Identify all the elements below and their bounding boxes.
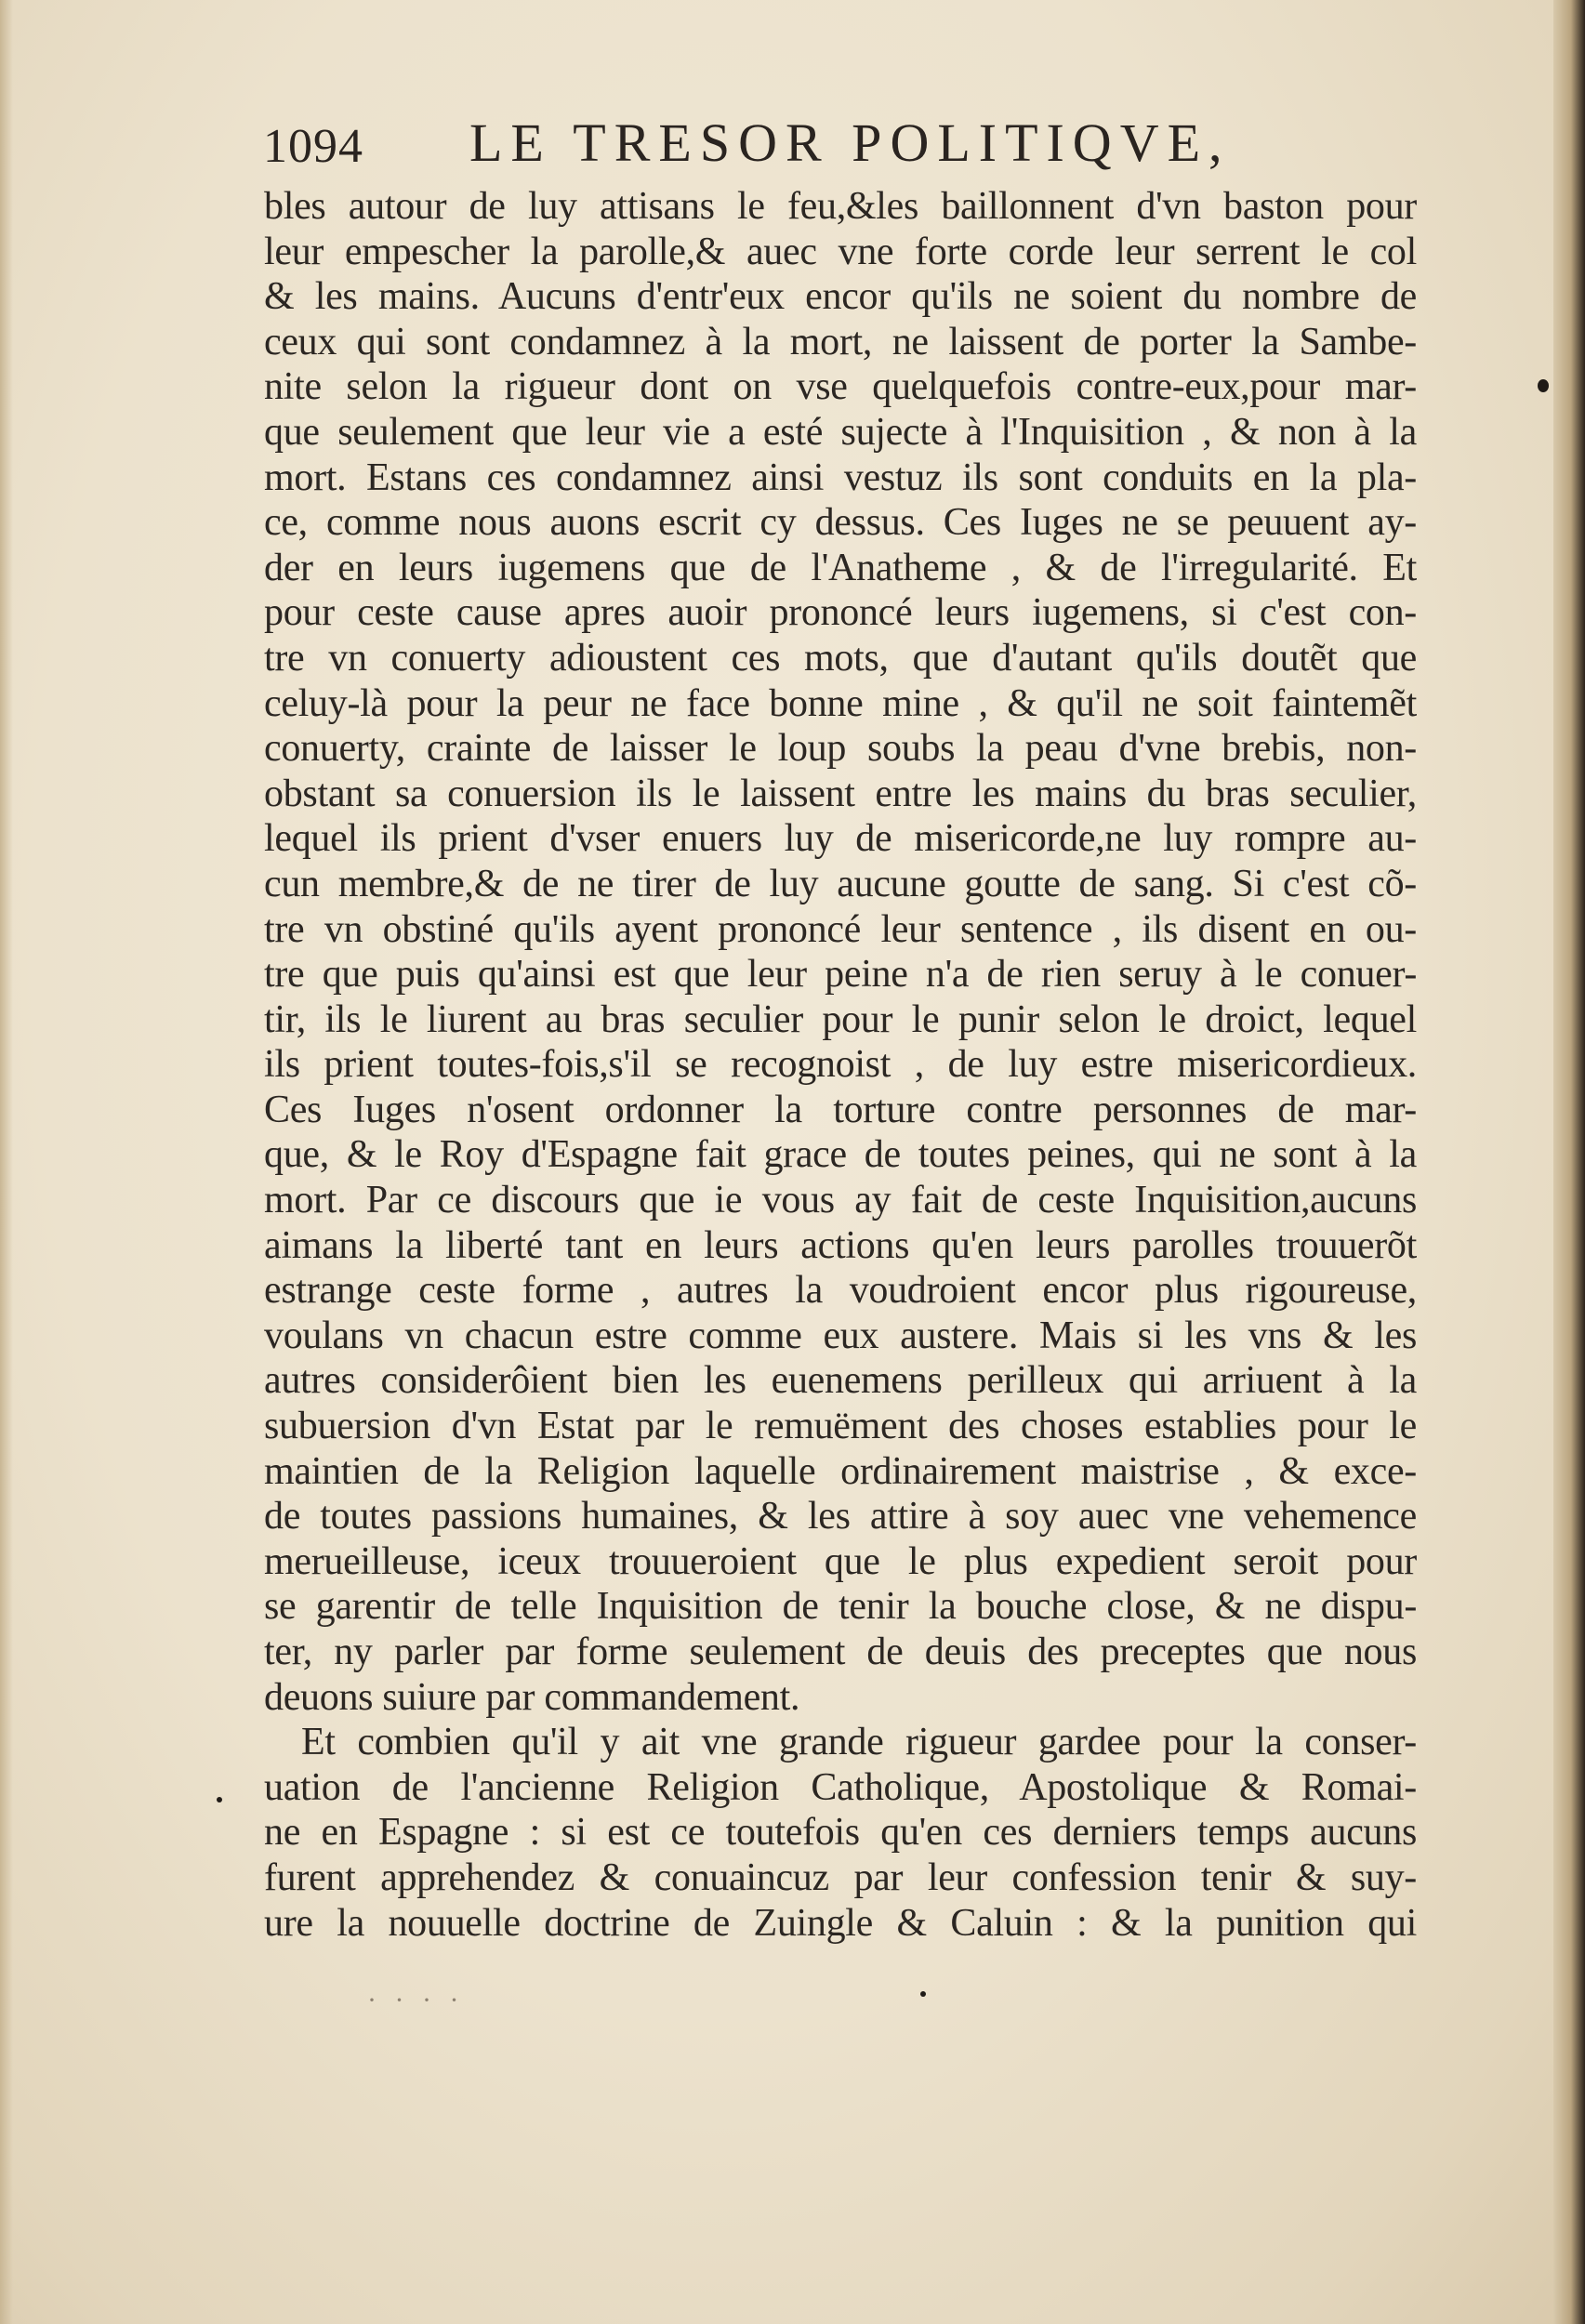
text-line: tre vn conuerty adioustent ces mots, que d'autant qu'ils doutẽt que	[264, 636, 1417, 680]
running-head-title: LE TRESOR POLITIQVE,	[469, 112, 1231, 173]
text-line: ne en Espagne : si est ce toutefois qu'en ces derniers temps aucuns	[264, 1811, 1417, 1855]
page-binding-edge	[1553, 0, 1585, 2324]
page-number: 1094	[263, 120, 363, 173]
faint-show-through: · · · ·	[367, 1985, 465, 2015]
text-line: voulans vn chacun estre comme eux austere. Mais si les vns & les	[264, 1314, 1417, 1357]
text-line: que, & le Roy d'Espagne fait grace de toutes peines, qui ne sont à la	[264, 1133, 1417, 1177]
text-line: & les mains. Aucuns d'entr'eux encor qu'ils ne soient du nombre de	[264, 275, 1417, 319]
text-line: der en leurs iugemens que de l'Anatheme , & de l'irregularité. Et	[264, 546, 1417, 589]
body-text	[264, 184, 1417, 1946]
running-head	[0, 102, 1585, 177]
text-line: ils prient toutes-fois,s'il se recognoist , de luy estre misericordieux.	[264, 1043, 1417, 1087]
text-line: deuons suiure par commandement.	[264, 1675, 800, 1719]
paragraph-start-line: Et combien qu'il y ait vne grande rigueur gardee pour la conser-	[301, 1721, 1417, 1764]
text-line: tre que puis qu'ainsi est que leur peine n'a de rien seruy à le conuer-	[264, 953, 1417, 997]
page-left-edge	[0, 0, 13, 2324]
text-line: merueilleuse, iceux trouueroient que le plus expedient seroit pour	[264, 1539, 1417, 1583]
text-line: subuersion d'vn Estat par le remuëment des choses establies pour le	[264, 1405, 1417, 1448]
text-line: aimans la liberté tant en leurs actions qu'en leurs parolles trouuerõt	[264, 1223, 1417, 1267]
text-line: cun membre,& de ne tirer de luy aucune goutte de sang. Si c'est cõ-	[264, 862, 1417, 905]
text-line: uation de l'ancienne Religion Catholique, Apostolique & Romai-	[264, 1765, 1417, 1809]
ink-spot-mark	[1538, 379, 1549, 392]
text-line: mort. Par ce discours que ie vous ay fait de ceste Inquisition,aucuns	[264, 1179, 1417, 1222]
ink-spot-mark	[920, 1991, 926, 1997]
text-line: maintien de la Religion laquelle ordinairement maistrise , & exce-	[264, 1449, 1417, 1493]
text-line: de toutes passions humaines, & les attire à soy auec vne vehemence	[264, 1495, 1417, 1538]
text-line: ce, comme nous auons escrit cy dessus. Ces Iuges ne se peuuent ay-	[264, 501, 1417, 545]
text-line: se garentir de telle Inquisition de tenir la bouche close, & ne dispu-	[264, 1585, 1417, 1629]
text-line: furent apprehendez & conuaincuz par leur confession tenir & suy-	[264, 1855, 1417, 1899]
text-line: mort. Estans ces condamnez ainsi vestuz ils sont conduits en la pla-	[264, 456, 1417, 499]
text-line: tre vn obstiné qu'ils ayent prononcé leur sentence , ils disent en ou-	[264, 907, 1417, 951]
text-line: obstant sa conuersion ils le laissent entre les mains du bras seculier,	[264, 772, 1417, 815]
ink-spot-mark	[217, 1797, 222, 1802]
text-line: lequel ils prient d'vser enuers luy de misericorde,ne luy rompre au-	[264, 817, 1417, 861]
text-line: que seulement que leur vie a esté sujecte à l'Inquisition , & non à la	[264, 410, 1417, 454]
text-line: ceux qui sont condamnez à la mort, ne laissent de porter la Sambe-	[264, 320, 1417, 363]
text-line: conuerty, crainte de laisser le loup soubs la peau d'vne brebis, non-	[264, 727, 1417, 771]
text-line: pour ceste cause apres auoir prononcé leurs iugemens, si c'est con-	[264, 591, 1417, 635]
text-line: tir, ils le liurent au bras seculier pour le punir selon le droict, lequel	[264, 997, 1417, 1041]
text-line: celuy-là pour la peur ne face bonne mine , & qu'il ne soit faintemẽt	[264, 681, 1417, 725]
text-line: ter, ny parler par forme seulement de deuis des preceptes que nous	[264, 1631, 1417, 1673]
text-line: ure la nouuelle doctrine de Zuingle & Caluin : & la punition qui	[264, 1901, 1417, 1945]
text-line: Ces Iuges n'osent ordonner la torture contre personnes de mar-	[264, 1088, 1417, 1131]
text-line: estrange ceste forme , autres la voudroient encor plus rigoureuse,	[264, 1269, 1417, 1313]
text-line: nite selon la rigueur dont on vse quelquefois contre-eux,pour mar-	[264, 365, 1417, 409]
text-line: bles autour de luy attisans le feu,&les baillonnent d'vn baston pour	[264, 185, 1417, 228]
text-line: autres considerôient bien les euenemens perilleux qui arriuent à la	[264, 1359, 1417, 1403]
text-line: leur empescher la parolle,& auec vne forte corde leur serrent le col	[264, 230, 1417, 273]
